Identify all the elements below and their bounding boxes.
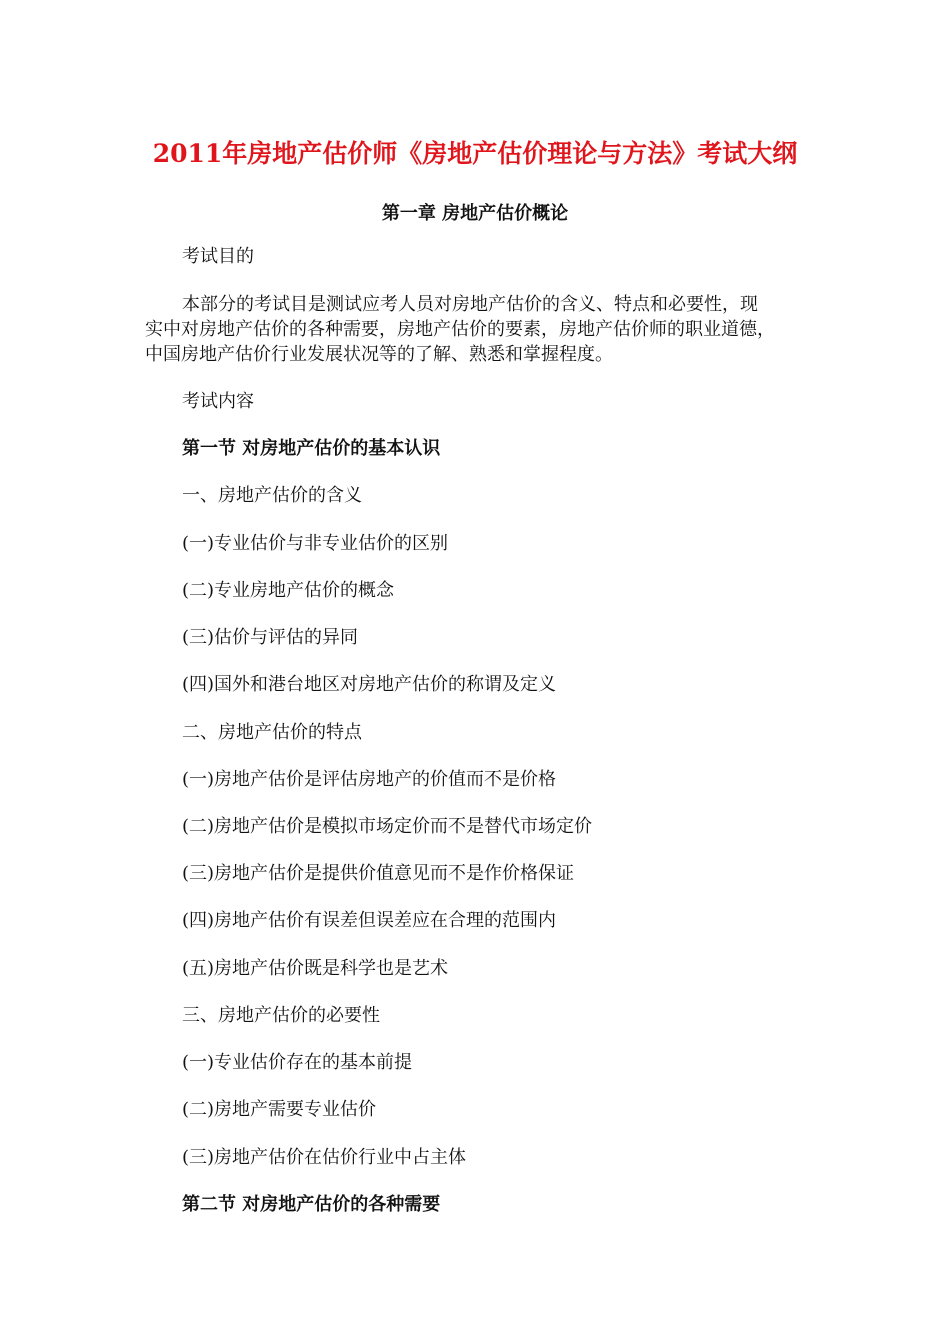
outline-item: (三)估价与评估的异同 xyxy=(182,627,359,648)
outline-item: 三、房地产估价的必要性 xyxy=(182,1005,380,1026)
purpose-paragraph xyxy=(145,292,805,367)
purpose-line: 中国房地产估价行业发展状况等的了解、熟悉和掌握程度。 xyxy=(145,344,613,365)
section-heading: 第一节 对房地产估价的基本认识 xyxy=(182,438,441,459)
outline-item: (一)专业估价存在的基本前提 xyxy=(182,1052,413,1073)
chapter-title: 第一章 房地产估价概论 xyxy=(381,203,569,224)
outline-item: (一)专业估价与非专业估价的区别 xyxy=(182,533,449,554)
outline-item: (五)房地产估价既是科学也是艺术 xyxy=(182,958,449,979)
outline-item: (二)房地产需要专业估价 xyxy=(182,1099,377,1120)
outline-item: (二)专业房地产估价的概念 xyxy=(182,580,395,601)
outline-item: (四)国外和港台地区对房地产估价的称谓及定义 xyxy=(182,674,557,695)
outline-item: 二、房地产估价的特点 xyxy=(182,722,362,743)
purpose-line: 实中对房地产估价的各种需要，房地产估价的要素，房地产估价师的职业道德， xyxy=(145,319,775,340)
section-heading: 第二节 对房地产估价的各种需要 xyxy=(182,1194,441,1215)
purpose-heading: 考试目的 xyxy=(182,246,254,267)
content-heading: 考试内容 xyxy=(182,391,254,412)
outline-item: 一、房地产估价的含义 xyxy=(182,485,362,506)
outline-item: (二)房地产估价是模拟市场定价而不是替代市场定价 xyxy=(182,816,593,837)
outline-item: (三)房地产估价在估价行业中占主体 xyxy=(182,1147,467,1168)
outline-item: (三)房地产估价是提供价值意见而不是作价格保证 xyxy=(182,863,575,884)
purpose-line: 本部分的考试目是测试应考人员对房地产估价的含义、特点和必要性，现 xyxy=(182,294,758,315)
document-title: 2011年房地产估价师《房地产估价理论与方法》考试大纲 xyxy=(152,139,798,168)
outline-item: (一)房地产估价是评估房地产的价值而不是价格 xyxy=(182,769,557,790)
outline-item: (四)房地产估价有误差但误差应在合理的范围内 xyxy=(182,910,557,931)
